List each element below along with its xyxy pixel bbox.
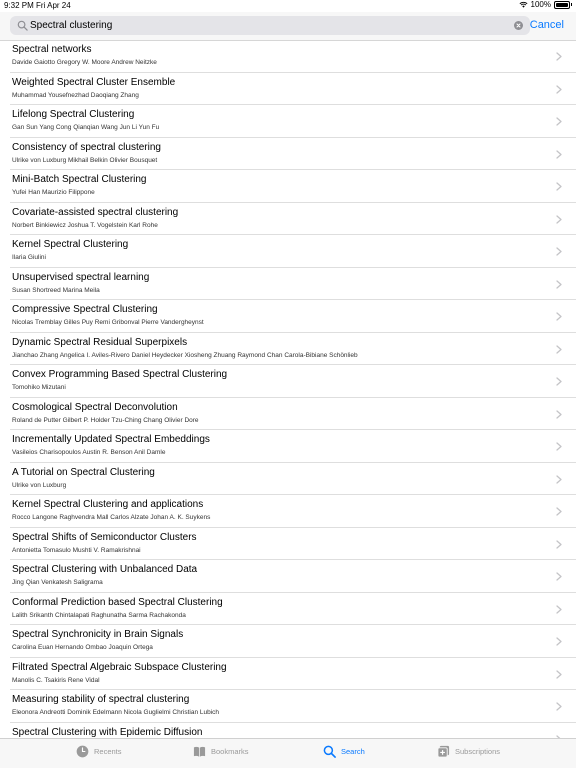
battery-icon bbox=[554, 1, 570, 9]
result-title: Consistency of spectral clustering bbox=[12, 141, 161, 153]
chevron-right-icon bbox=[556, 637, 562, 646]
tab-bar bbox=[0, 738, 576, 768]
result-authors: Norbert Binkiewicz Joshua T. Vogelstein Karl Rohe bbox=[12, 221, 158, 229]
clear-search-icon[interactable] bbox=[514, 21, 523, 30]
result-title: A Tutorial on Spectral Clustering bbox=[12, 466, 155, 478]
chevron-right-icon bbox=[556, 702, 562, 711]
tab-bookmarks[interactable] bbox=[193, 745, 249, 758]
chevron-right-icon bbox=[556, 572, 562, 581]
result-row[interactable] bbox=[10, 300, 576, 333]
result-authors: Antonietta Tomasulo Mushti V. Ramakrishnai bbox=[12, 546, 141, 554]
chevron-right-icon bbox=[556, 507, 562, 516]
result-row[interactable] bbox=[10, 625, 576, 658]
status-bar bbox=[0, 0, 576, 12]
search-bar[interactable] bbox=[10, 16, 530, 35]
result-row[interactable] bbox=[10, 365, 576, 398]
result-title: Covariate-assisted spectral clustering bbox=[12, 206, 179, 218]
result-title: Spectral networks bbox=[12, 44, 92, 55]
result-title: Convex Programming Based Spectral Clustering bbox=[12, 369, 228, 380]
result-row[interactable] bbox=[10, 203, 576, 236]
result-title: Spectral Clustering with Epidemic Diffusion bbox=[12, 726, 203, 738]
result-row[interactable] bbox=[10, 528, 576, 561]
result-title: Cosmological Spectral Deconvolution bbox=[12, 401, 178, 413]
chevron-right-icon bbox=[556, 377, 562, 386]
result-row[interactable] bbox=[10, 723, 576, 740]
result-authors: Manolis C. Tsakiris Rene Vidal bbox=[12, 676, 100, 684]
result-authors: Eleonora Andreotti Dominik Edelmann Nicola Guglielmi Christian Lubich bbox=[12, 709, 220, 716]
tab-subscriptions[interactable] bbox=[437, 745, 500, 758]
battery-percent: 100% bbox=[530, 0, 551, 9]
search-input[interactable] bbox=[30, 16, 500, 35]
status-time: 9:32 PM bbox=[4, 1, 34, 10]
chevron-right-icon bbox=[556, 182, 562, 191]
chevron-right-icon bbox=[556, 475, 562, 484]
result-row[interactable] bbox=[10, 105, 576, 138]
search-icon bbox=[17, 20, 28, 31]
result-title: Spectral Synchronicity in Brain Signals bbox=[12, 629, 184, 640]
chevron-right-icon bbox=[556, 312, 562, 321]
tab-recents[interactable] bbox=[76, 745, 122, 758]
result-title: Lifelong Spectral Clustering bbox=[12, 109, 135, 120]
result-title: Compressive Spectral Clustering bbox=[12, 304, 158, 315]
result-row[interactable] bbox=[10, 73, 576, 106]
results-list[interactable] bbox=[0, 40, 576, 739]
result-title: Measuring stability of spectral clustering bbox=[12, 694, 190, 705]
result-authors: Susan Shortreed Marina Meila bbox=[12, 286, 100, 294]
result-title: Dynamic Spectral Residual Superpixels bbox=[12, 336, 188, 348]
status-date: Fri Apr 24 bbox=[36, 1, 71, 10]
result-row[interactable] bbox=[10, 658, 576, 691]
result-title: Incrementally Updated Spectral Embeddings bbox=[12, 434, 210, 445]
result-row[interactable] bbox=[10, 593, 576, 626]
result-authors: Muhammad Yousefnezhad Daoqiang Zhang bbox=[12, 91, 139, 99]
result-row[interactable] bbox=[10, 560, 576, 593]
result-row[interactable] bbox=[10, 235, 576, 268]
result-row[interactable] bbox=[10, 495, 576, 528]
tab-search[interactable] bbox=[323, 745, 365, 758]
chevron-right-icon bbox=[556, 410, 562, 419]
clock-icon bbox=[76, 745, 89, 758]
result-authors: Ilaria Giulini bbox=[12, 254, 46, 261]
result-row[interactable] bbox=[10, 430, 576, 463]
result-authors: Tomohiko Mizutani bbox=[12, 384, 66, 391]
result-title: Conformal Prediction based Spectral Clustering bbox=[12, 596, 223, 608]
result-authors: Ulrike von Luxburg bbox=[12, 481, 67, 489]
chevron-right-icon bbox=[556, 442, 562, 451]
result-title: Spectral Clustering with Unbalanced Data bbox=[12, 564, 198, 575]
add-square-icon bbox=[437, 745, 450, 758]
book-icon bbox=[193, 745, 206, 758]
result-authors: Carolina Euan Hernando Ombao Joaquin Ortega bbox=[12, 644, 153, 651]
status-right bbox=[519, 0, 570, 9]
result-row[interactable] bbox=[10, 398, 576, 431]
tab-label: Bookmarks bbox=[211, 747, 249, 756]
chevron-right-icon bbox=[556, 280, 562, 289]
result-title: Kernel Spectral Clustering bbox=[12, 239, 129, 250]
result-title: Unsupervised spectral learning bbox=[12, 271, 150, 283]
result-authors: Nicolas Tremblay Gilles Puy Remi Gribonval Pierre Vandergheynst bbox=[12, 319, 204, 326]
result-authors: Davide Gaiotto Gregory W. Moore Andrew Neitzke bbox=[12, 59, 157, 66]
result-authors: Gan Sun Yang Cong Qianqian Wang Jun Li Yun Fu bbox=[12, 124, 160, 131]
wifi-icon bbox=[519, 1, 528, 8]
tab-label: Search bbox=[341, 747, 365, 756]
search-icon bbox=[323, 745, 336, 758]
chevron-right-icon bbox=[556, 117, 562, 126]
result-authors: Jing Qian Venkatesh Saligrama bbox=[12, 579, 103, 586]
chevron-right-icon bbox=[556, 85, 562, 94]
result-row[interactable] bbox=[10, 268, 576, 301]
result-authors: Rocco Langone Raghvendra Mall Carlos Alzate Johan A. K. Suykens bbox=[12, 514, 211, 521]
chevron-right-icon bbox=[556, 605, 562, 614]
result-row[interactable] bbox=[10, 333, 576, 366]
result-row[interactable] bbox=[10, 138, 576, 171]
result-authors: Ulrike von Luxburg Mikhail Belkin Olivier Bousquet bbox=[12, 156, 158, 164]
chevron-right-icon bbox=[556, 215, 562, 224]
chevron-right-icon bbox=[556, 150, 562, 159]
result-title: Kernel Spectral Clustering and applications bbox=[12, 499, 204, 510]
chevron-right-icon bbox=[556, 540, 562, 549]
chevron-right-icon bbox=[556, 247, 562, 256]
result-title: Spectral Shifts of Semiconductor Clusters bbox=[12, 531, 197, 543]
chevron-right-icon bbox=[556, 345, 562, 354]
result-authors: Yufei Han Maurizio Filippone bbox=[12, 189, 95, 196]
result-row[interactable] bbox=[10, 690, 576, 723]
result-authors: Vasileios Charisopoulos Austin R. Benson Anil Damle bbox=[12, 449, 166, 456]
chevron-right-icon bbox=[556, 52, 562, 61]
result-authors: Jianchao Zhang Angelica I. Aviles-Rivero Daniel Heydecker Xiosheng Zhuang Raymond Chan Carola-Bibiane Schönlieb bbox=[12, 351, 358, 359]
tab-label: Subscriptions bbox=[455, 747, 501, 756]
result-authors: Lalith Srikanth Chintalapati Raghunatha Sarma Rachakonda bbox=[12, 611, 186, 619]
result-title: Filtrated Spectral Algebraic Subspace Clustering bbox=[12, 661, 227, 673]
result-row[interactable] bbox=[10, 463, 576, 496]
tab-label: Recents bbox=[94, 747, 122, 756]
chevron-right-icon bbox=[556, 670, 562, 679]
cancel-button[interactable]: Cancel bbox=[529, 19, 564, 31]
result-title: Weighted Spectral Cluster Ensemble bbox=[12, 76, 176, 88]
result-authors: Roland de Putter Gilbert P. Holder Tzu-Ching Chang Olivier Dore bbox=[12, 416, 199, 424]
search-header bbox=[0, 12, 576, 41]
result-row[interactable] bbox=[10, 170, 576, 203]
result-row[interactable] bbox=[10, 40, 576, 73]
result-title: Mini-Batch Spectral Clustering bbox=[12, 174, 147, 185]
